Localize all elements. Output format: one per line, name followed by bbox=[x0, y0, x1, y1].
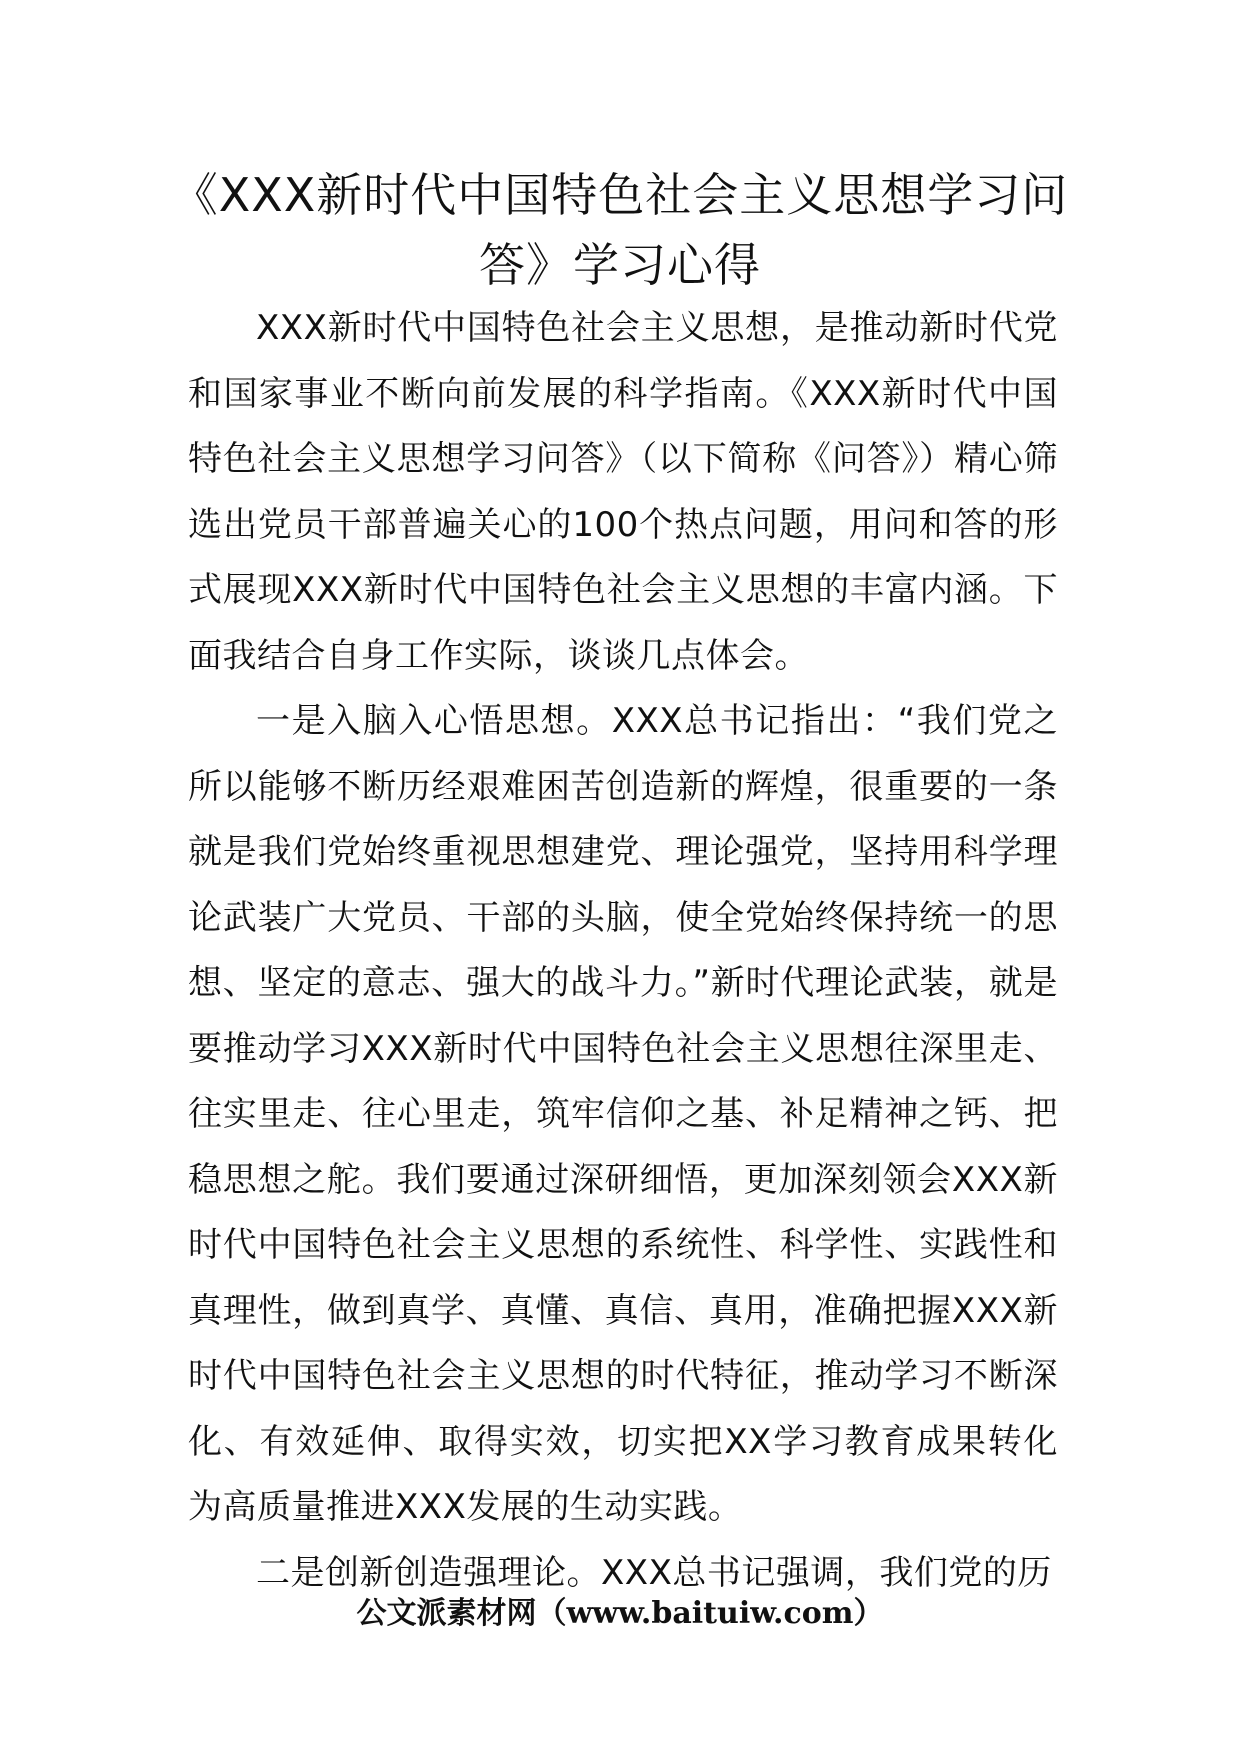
title-line-1: 《XXX新时代中国特色社会主义思想学习问 bbox=[171, 168, 1069, 222]
document-body bbox=[188, 296, 1058, 1606]
document-title bbox=[150, 160, 1090, 300]
title-line-2: 答》学习心得 bbox=[479, 238, 761, 292]
footer-watermark: 公文派素材网（www.baituiw.com） bbox=[356, 1596, 884, 1631]
paragraph-point-two: 二是创新创造强理论。XXX总书记强调，我们党的历 bbox=[256, 1552, 1052, 1593]
paragraph-point-one: 一是入脑入心悟思想。XXX总书记指出：“我们党之所以能够不断历经艰难困苦创造新的辉煌，很重要的一条就是我们党始终重视思想建党、理论强党，坚持用科学理论武装广大党员、干部的头脑，使全党始终保持统一的思想、坚定的意志、强大的战斗力。”新时代理论武装，就是要推动学习XXX新时代中国特色社会主义思想往深里走、往实里走、往心里走，筑牢信仰之基、补足精神之钙、把稳思想之舵。我们要通过深研细悟，更加深刻领会XXX新时代中国特色社会主义思想的系统性、科学性、实践性和真理性，做到真学、真懂、真信、真用，准确把握XXX新时代中国特色社会主义思想的时代特征，推动学习不断深化、有效延伸、取得实效，切实把XX学习教育成果转化为高质量推进XXX发展的生动实践。 bbox=[188, 701, 1058, 1527]
paragraph-intro: XXX新时代中国特色社会主义思想，是推动新时代党和国家事业不断向前发展的科学指南。《XXX新时代中国特色社会主义思想学习问答》（以下简称《问答》）精心筛选出党员干部普遍关心的100个热点问题，用问和答的形式展现XXX新时代中国特色社会主义思想的丰富内涵。下面我结合自身工作实际，谈谈几点体会。 bbox=[188, 308, 1058, 676]
